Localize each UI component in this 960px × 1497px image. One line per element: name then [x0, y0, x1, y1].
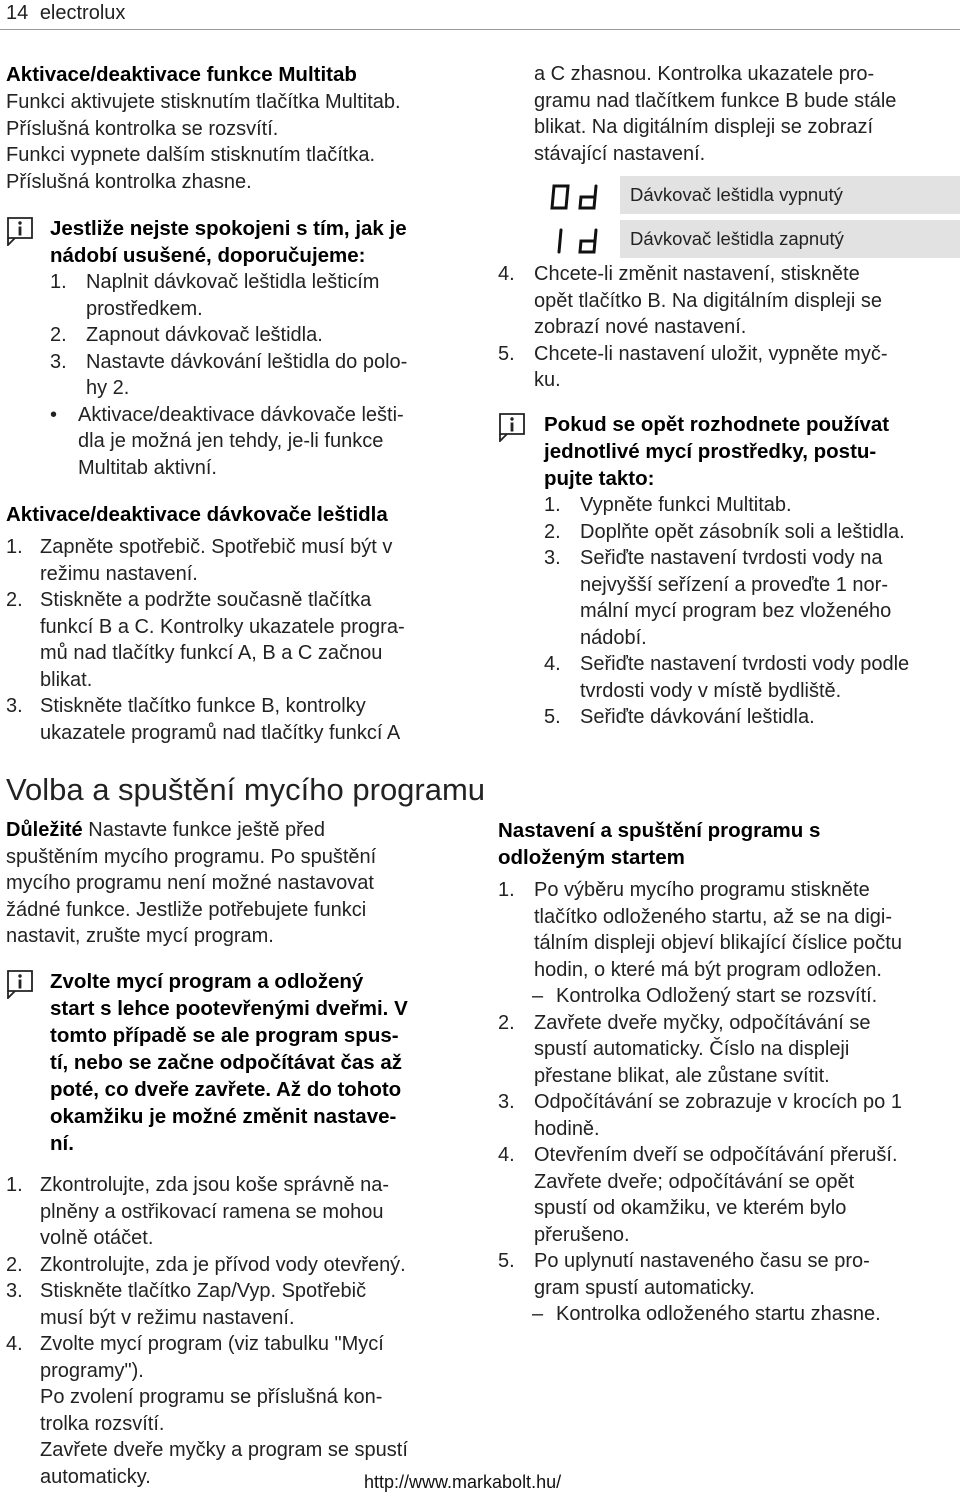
display-row-text: Dávkovač leštidla zapnutý — [630, 228, 844, 249]
list-item — [544, 545, 909, 651]
info-icon — [6, 969, 34, 999]
item-number: 1. — [50, 271, 67, 293]
info-icon — [6, 216, 34, 246]
text-line: poté, co dveře zavřete. Až do tohoto — [50, 1078, 402, 1101]
rinse-heading: Aktivace/deaktivace dávkovače leštidla — [6, 503, 388, 526]
tip2-text — [50, 968, 408, 1157]
display-code — [534, 174, 535, 175]
text-line: tlačítko odloženého startu, až se na digi- — [534, 905, 892, 928]
text-line: Zavřete dveře myčky, odpočítávání se — [534, 1011, 871, 1034]
delay-heading — [498, 817, 820, 871]
text-line: Seřiďte nastavení tvrdosti vody podle — [580, 653, 910, 675]
list-item — [498, 1248, 902, 1328]
text-line: Seřiďte nastavení tvrdosti vody na — [580, 547, 883, 569]
text-line: Seřiďte dávkování leštidla. — [580, 706, 815, 728]
text-line: Chcete-li změnit nastavení, stiskněte — [534, 263, 860, 285]
text-line: spustí automaticky. Číslo na displeji — [534, 1038, 850, 1060]
text-line: Kontrolka Odložený start se rozsvítí. — [556, 985, 878, 1007]
right-list — [498, 261, 888, 394]
item-number: 1. — [498, 879, 515, 901]
header-rule — [0, 29, 960, 30]
text-line: Chcete-li nastavení uložit, vypněte myč- — [534, 342, 888, 365]
text-line: automaticky. — [40, 1465, 151, 1488]
text-line: blikat. Na digitálním displeji se zobrazí — [534, 116, 874, 138]
list-item — [498, 1089, 902, 1142]
text-line: přerušeno. — [534, 1223, 630, 1246]
text-line: gram spustí automaticky. — [534, 1276, 755, 1299]
item-number: 5. — [544, 706, 561, 728]
page-header — [6, 0, 125, 27]
text-line: Otevřením dveří se odpočítávání přeruší. — [534, 1144, 898, 1166]
important-label: Důležité — [6, 819, 83, 841]
text-line — [6, 817, 376, 844]
text-line: Stiskněte tlačítko funkce B, kontrolky — [40, 695, 366, 717]
text-line: start s lehce pootevřenými dveřmi. V — [50, 997, 408, 1020]
important-note — [6, 817, 376, 950]
item-number: 1. — [6, 536, 23, 558]
multitab-heading: Aktivace/deaktivace funkce Multitab — [6, 63, 357, 86]
text-line: nádobí. — [580, 626, 647, 649]
bullet-icon: • — [50, 403, 58, 426]
list-item — [6, 1278, 408, 1331]
item-number: 2. — [6, 589, 23, 611]
text-line: Zkontrolujte, zda jsou koše správně na- — [40, 1174, 390, 1196]
text-line: Odpočítávání se zobrazuje v krocích po 1 — [534, 1091, 902, 1113]
item-number: 5. — [498, 342, 515, 365]
text-line: programy"). — [40, 1359, 144, 1382]
text-line: Pokud se opět rozhodnete používat — [544, 413, 890, 436]
text-line: režimu nastavení. — [40, 562, 198, 585]
text-line: Jestliže nejste spokojeni s tím, jak je — [50, 217, 407, 240]
display-table — [534, 174, 960, 260]
display-row-text: Dávkovač leštidla vypnutý — [630, 184, 843, 205]
list-item — [544, 492, 909, 519]
page-number: 14 — [6, 2, 29, 24]
text-line: gramu nad tlačítkem funkce B bude stále — [534, 89, 897, 112]
text-line: tí, nebo se začne odpočítávat čas až — [50, 1051, 403, 1074]
text-line: Stiskněte a podržte současně tlačítka — [40, 589, 372, 611]
item-number: 2. — [498, 1011, 515, 1034]
list-item — [6, 1331, 408, 1490]
item-number: 3. — [50, 350, 67, 373]
text-line: tálním displeji objeví blikající číslice počtu — [534, 932, 902, 954]
text-line: ní. — [50, 1132, 74, 1155]
text-line: mální mycí program bez vloženého — [580, 600, 892, 622]
text-line: Zavřete dveře; odpočítávání se opět — [534, 1170, 855, 1193]
list-item — [498, 341, 888, 394]
text-line: Nastavení a spuštění programu s — [498, 819, 821, 842]
text-line: Zavřete dveře myčky a program se spustí — [40, 1439, 408, 1461]
list-item — [544, 519, 909, 546]
list-item — [50, 349, 407, 402]
text-line: mycího programu není možné nastavovat — [6, 872, 374, 894]
item-number: 4. — [498, 263, 515, 285]
info-icon — [498, 412, 526, 442]
tip3-list — [544, 492, 909, 731]
text-line: zobrazí nové nastavení. — [534, 316, 747, 338]
item-number: 3. — [544, 547, 561, 569]
seven-segment-display-0d — [548, 182, 608, 212]
seven-segment-display-1d — [548, 226, 608, 256]
text-line: jednotlivé mycí prostředky, postu- — [544, 440, 877, 463]
text-line: Zvolte mycí program (viz tabulku "Mycí — [40, 1333, 384, 1355]
text-line: Kontrolka odloženého startu zhasne. — [556, 1303, 881, 1325]
text-line: Příslušná kontrolka se rozsvítí. — [6, 117, 279, 140]
item-number: 3. — [6, 1280, 23, 1302]
text-line: Zvolte mycí program a odložený — [50, 970, 364, 993]
text-line: tvrdosti vody v místě bydliště. — [580, 679, 842, 702]
text-line: stávající nastavení. — [534, 142, 706, 165]
text-line: spustí od okamžiku, ve kterém bylo — [534, 1197, 847, 1219]
text-line: Funkci vypnete dalším stisknutím tlačítka. — [6, 144, 376, 166]
tip3-title — [544, 411, 889, 492]
text-line: Aktivace/deaktivace dávkovače lešti- — [78, 403, 404, 426]
text-line: hodin, o které má být program odložen. — [534, 958, 882, 981]
section-title: Volba a spuštění mycího programu — [6, 772, 486, 807]
list-item — [6, 587, 405, 693]
text-line: nádobí usušené, doporučujeme: — [50, 244, 366, 267]
steps-list — [6, 1172, 408, 1490]
dash-mark: – — [532, 1303, 544, 1325]
text-line: Příslušná kontrolka zhasne. — [6, 170, 252, 193]
continuation-text — [534, 61, 896, 167]
list-item — [6, 534, 405, 587]
item-number: 4. — [6, 1333, 23, 1355]
text-line: nastavit, zrušte mycí program. — [6, 925, 274, 947]
dash-item — [532, 983, 902, 1010]
list-item — [6, 1172, 408, 1252]
text-line: plněny a ostřikovací ramena se mohou — [40, 1200, 384, 1223]
tip1-list — [50, 269, 407, 481]
item-number: 1. — [6, 1174, 23, 1196]
text-line: musí být v režimu nastavení. — [40, 1306, 295, 1329]
text-line: spuštěním mycího programu. Po spuštění — [6, 845, 377, 868]
text-line: Vypněte funkci Multitab. — [580, 494, 792, 516]
text-line: pujte takto: — [544, 467, 655, 490]
text-line: opět tlačítko B. Na digitálním displeji se — [534, 289, 882, 312]
list-item — [544, 651, 909, 704]
text-line: Po zvolení programu se příslušná kon- — [40, 1386, 383, 1408]
list-item — [498, 877, 902, 1010]
text-line: Stiskněte tlačítko Zap/Vyp. Spotřebič — [40, 1280, 367, 1302]
text-line: prostředkem. — [86, 297, 203, 320]
text-line: Zapnout dávkovač leštidla. — [86, 324, 323, 346]
item-number: 5. — [498, 1250, 515, 1272]
footer-url[interactable]: http://www.markabolt.hu/ — [364, 1472, 562, 1492]
brand-name: electrolux — [39, 2, 126, 24]
text-line: volně otáčet. — [40, 1227, 154, 1249]
item-number: 2. — [50, 324, 67, 346]
dash-item — [532, 1301, 881, 1328]
tip1-title — [50, 215, 407, 269]
item-number: 4. — [544, 653, 561, 675]
list-item — [6, 693, 405, 746]
list-item — [544, 704, 909, 731]
important-rest: Nastavte funkce ještě před — [82, 819, 326, 841]
text-line: odloženým startem — [498, 846, 685, 869]
text-line: funkcí B a C. Kontrolky ukazatele progra- — [40, 615, 405, 638]
text-line: okamžiku je možné změnit nastave- — [50, 1105, 397, 1128]
item-number: 1. — [544, 494, 561, 516]
text-line: mů nad tlačítky funkcí A, B a C začnou — [40, 642, 383, 664]
item-number: 2. — [544, 520, 561, 543]
text-line: hy 2. — [86, 377, 130, 399]
text-line: žádné funkce. Jestliže potřebujete funkci — [6, 898, 367, 921]
bullet-item — [50, 402, 407, 482]
list-item — [498, 261, 888, 341]
text-line: Naplnit dávkovač leštidla lešticím — [86, 271, 380, 293]
text-line: trolka rozsvítí. — [40, 1412, 165, 1435]
text-line: přestane blikat, ale zůstane svítit. — [534, 1064, 830, 1087]
text-line: hodině. — [534, 1117, 600, 1140]
list-item — [50, 322, 407, 349]
text-line: dla je možná jen tehdy, je-li funkce — [78, 430, 384, 452]
text-line: blikat. — [40, 668, 93, 691]
list-item — [50, 269, 407, 322]
list-item — [498, 1010, 902, 1090]
list-item — [6, 1252, 408, 1279]
delay-list — [498, 877, 902, 1328]
list-item — [498, 1142, 902, 1248]
text-line: Nastavte dávkování leštidla do polo- — [86, 350, 408, 373]
text-line: a C zhasnou. Kontrolka ukazatele pro- — [534, 63, 875, 85]
dash-mark: – — [532, 985, 544, 1007]
text-line: Doplňte opět zásobník soli a leštidla. — [580, 520, 905, 543]
item-number: 2. — [6, 1253, 23, 1276]
text-line: tomto případě se ale program spus- — [50, 1024, 399, 1047]
item-number: 3. — [6, 695, 23, 717]
text-line: ukazatele programů nad tlačítky funkcí A — [40, 721, 401, 744]
rinse-list — [6, 534, 405, 746]
text-line: Multitab aktivní. — [78, 456, 217, 479]
text-line: ku. — [534, 369, 561, 391]
text-line: Po výběru mycího programu stiskněte — [534, 879, 870, 901]
text-line: Po uplynutí nastaveného času se pro- — [534, 1250, 870, 1272]
text-line: Zapněte spotřebič. Spotřebič musí být v — [40, 536, 393, 558]
display-code — [534, 174, 535, 175]
multitab-text — [6, 89, 401, 195]
text-line: Zkontrolujte, zda je přívod vody otevřený. — [40, 1253, 406, 1276]
item-number: 4. — [498, 1144, 515, 1166]
item-number: 3. — [498, 1091, 515, 1113]
text-line: Funkci aktivujete stisknutím tlačítka Multitab. — [6, 91, 401, 113]
text-line: nejvyšší seřízení a proveďte 1 nor- — [580, 573, 888, 596]
